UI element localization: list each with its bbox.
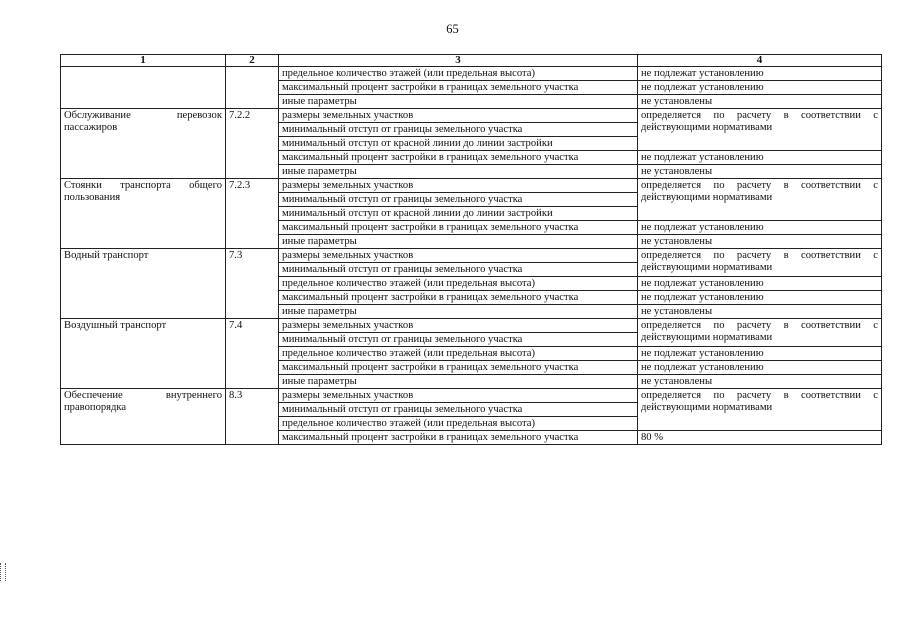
param-text: предельное количество этажей (или предельная высота) [279,347,638,361]
param-text: предельное количество этажей (или предельная высота) [279,67,638,81]
use-name: Обслуживание перевозок пассажиров [61,109,226,179]
param-text: минимальный отступ от границы земельного участка [279,403,638,417]
param-value: не подлежат установлению [638,347,882,361]
param-text: размеры земельных участков [279,179,638,193]
param-value: не подлежат установлению [638,67,882,81]
param-text: минимальный отступ от границы земельного участка [279,193,638,207]
param-value: не установлены [638,305,882,319]
param-text: минимальный отступ от границы земельного участка [279,123,638,137]
param-text: минимальный отступ от красной линии до линии застройки [279,207,638,221]
table-row [61,67,882,81]
table-row [61,319,882,333]
use-code [226,67,279,109]
param-value: определяется по расчету в соответствии с действующими нормативами [638,389,882,431]
param-text: максимальный процент застройки в границах земельного участка [279,221,638,235]
table-row [61,389,882,403]
param-value: не установлены [638,235,882,249]
param-value: 80 % [638,431,882,445]
page-number: 65 [446,22,459,36]
use-name: Воздушный транспорт [61,319,226,389]
margin-mark [0,563,6,581]
param-text: размеры земельных участков [279,249,638,263]
param-text: максимальный процент застройки в границах земельного участка [279,81,638,95]
param-value: не подлежат установлению [638,361,882,375]
use-code: 7.2.2 [226,109,279,179]
param-value: не подлежат установлению [638,291,882,305]
use-code: 8.3 [226,389,279,445]
param-text: иные параметры [279,95,638,109]
table-row [61,249,882,263]
param-value: определяется по расчету в соответствии с действующими нормативами [638,179,882,221]
param-text: предельное количество этажей (или предельная высота) [279,277,638,291]
param-value: определяется по расчету в соответствии с действующими нормативами [638,109,882,151]
header-col-2: 2 [226,55,279,67]
use-name: Обеспечение внутреннего правопорядка [61,389,226,445]
use-code: 7.4 [226,319,279,389]
param-value: не установлены [638,95,882,109]
param-text: минимальный отступ от границы земельного участка [279,333,638,347]
param-value: не установлены [638,375,882,389]
use-name: Стоянки транспорта общего пользования [61,179,226,249]
param-text: предельное количество этажей (или предельная высота) [279,417,638,431]
param-text: размеры земельных участков [279,109,638,123]
param-text: размеры земельных участков [279,319,638,333]
header-col-3: 3 [279,55,638,67]
param-text: максимальный процент застройки в границах земельного участка [279,291,638,305]
param-text: максимальный процент застройки в границах земельного участка [279,431,638,445]
table-row [61,109,882,123]
param-text: максимальный процент застройки в границах земельного участка [279,361,638,375]
param-text: максимальный процент застройки в границах земельного участка [279,151,638,165]
param-value: не подлежат установлению [638,81,882,95]
param-text: иные параметры [279,375,638,389]
land-use-parameters-table [60,54,882,445]
table-row [61,179,882,193]
param-text: размеры земельных участков [279,389,638,403]
param-text: иные параметры [279,165,638,179]
param-value: определяется по расчету в соответствии с действующими нормативами [638,319,882,347]
param-value: определяется по расчету в соответствии с действующими нормативами [638,249,882,277]
param-text: иные параметры [279,305,638,319]
header-col-1: 1 [61,55,226,67]
header-row [61,55,882,67]
param-value: не установлены [638,165,882,179]
param-text: иные параметры [279,235,638,249]
param-value: не подлежат установлению [638,151,882,165]
param-text: минимальный отступ от границы земельного участка [279,263,638,277]
use-code: 7.3 [226,249,279,319]
param-text: минимальный отступ от красной линии до линии застройки [279,137,638,151]
header-col-4: 4 [638,55,882,67]
param-value: не подлежат установлению [638,277,882,291]
param-value: не подлежат установлению [638,221,882,235]
use-name: Водный транспорт [61,249,226,319]
use-code: 7.2.3 [226,179,279,249]
use-name [61,67,226,109]
